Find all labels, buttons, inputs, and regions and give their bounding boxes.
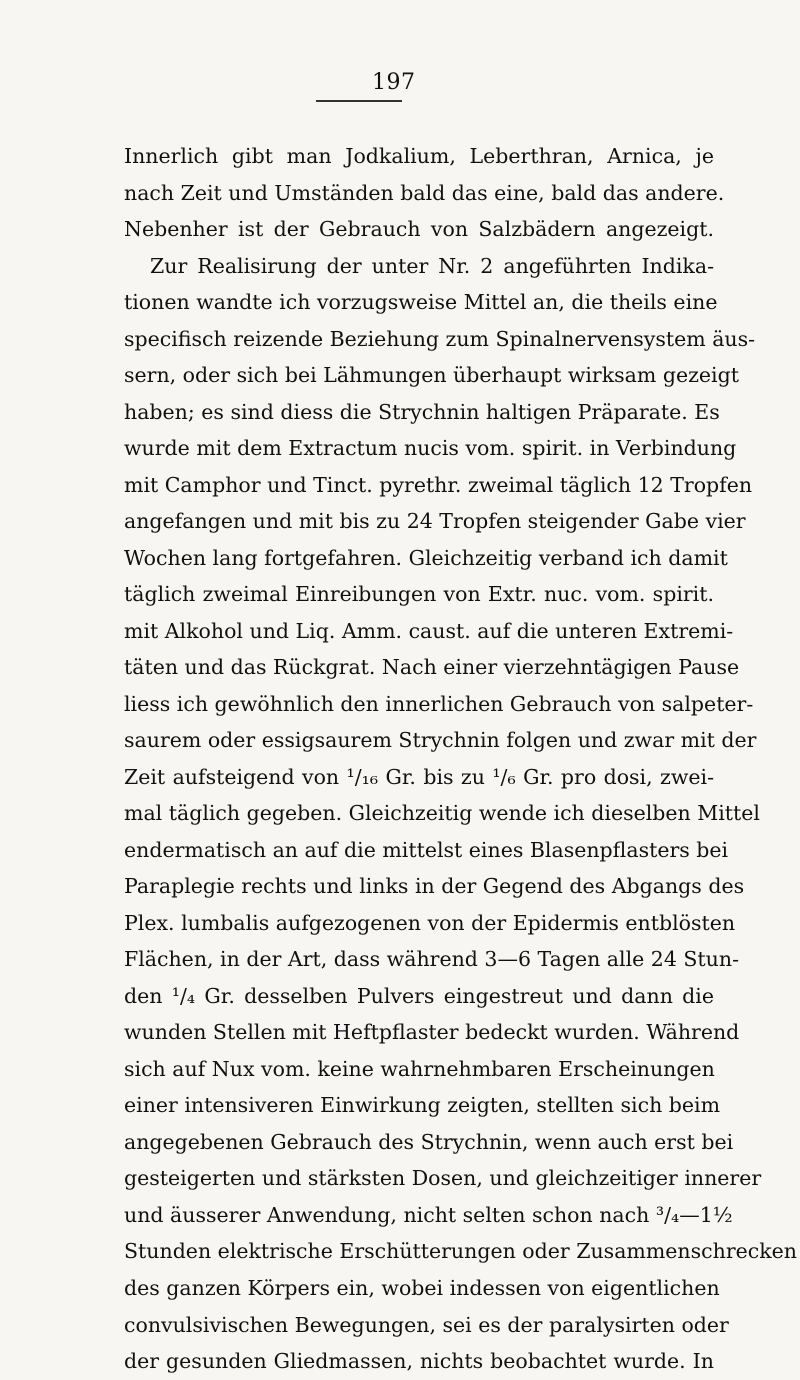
text-line: Paraplegie rechts und links in der Gegend des Abgangs des (124, 874, 745, 899)
text-line: einer intensiveren Einwirkung zeigten, stellten sich beim (124, 1093, 721, 1118)
text-line: mal täglich gegeben. Gleichzeitig wende ich dieselben Mittel (124, 801, 760, 826)
text-line: Zur Realisirung der unter Nr. 2 angeführten Indika- (150, 253, 714, 278)
body-text (124, 138, 797, 1380)
header-rule (316, 100, 402, 102)
text-line: Plex. lumbalis aufgezogenen von der Epidermis entblösten (124, 910, 736, 935)
text-line: Stunden elektrische Erschütterungen oder Zusammenschrecken (124, 1239, 797, 1264)
text-line: Innerlich gibt man Jodkalium, Leberthran, Arnica, je (124, 144, 714, 168)
text-line: angefangen und mit bis zu 24 Tropfen steigender Gabe vier (124, 509, 746, 534)
text-line: Nebenher ist der Gebrauch von Salzbädern angezeigt. (124, 217, 714, 242)
text-line: saurem oder essigsaurem Strychnin folgen und zwar mit der (124, 728, 757, 753)
text-line: der gesunden Gliedmassen, nichts beobachtet wurde. In (124, 1349, 714, 1374)
text-line: tionen wandte ich vorzugsweise Mittel an, die theils eine (124, 290, 718, 315)
text-line: convulsivischen Bewegungen, sei es der paralysirten oder (124, 1312, 729, 1337)
text-line: nach Zeit und Umständen bald das eine, bald das andere. (124, 180, 725, 205)
text-line: mit Camphor und Tinct. pyrethr. zweimal täglich 12 Tropfen (124, 472, 753, 497)
text-line: Wochen lang fortgefahren. Gleichzeitig verband ich damit (124, 545, 728, 570)
text-line: täten und das Rückgrat. Nach einer vierzehntägigen Pause (124, 655, 740, 680)
text-line: wunden Stellen mit Heftpflaster bedeckt wurden. Während (124, 1020, 740, 1045)
page-number: 197 (372, 70, 416, 95)
text-line: sich auf Nux vom. keine wahrnehmbaren Erscheinungen (124, 1056, 715, 1081)
text-line: specifisch reizende Beziehung zum Spinalnervensystem äus- (124, 326, 756, 351)
text-line: gesteigerten und stärksten Dosen, und gleichzeitiger innerer (124, 1166, 762, 1191)
text-line: mit Alkohol und Liq. Amm. caust. auf die unteren Extremi- (124, 618, 734, 643)
text-line: den ¹/₄ Gr. desselben Pulvers eingestreut und dann die (124, 983, 714, 1008)
text-line: und äusserer Anwendung, nicht selten schon nach ³/₄—1½ (124, 1202, 733, 1227)
text-line: Flächen, in der Art, dass während 3—6 Tagen alle 24 Stun- (124, 947, 739, 972)
text-line: endermatisch an auf die mittelst eines Blasenpflasters bei (124, 837, 729, 862)
text-line: haben; es sind diess die Strychnin haltigen Präparate. Es (124, 399, 720, 424)
text-line: Zeit aufsteigend von ¹/₁₆ Gr. bis zu ¹/₆ Gr. pro dosi, zwei- (124, 764, 714, 789)
text-line: wurde mit dem Extractum nucis vom. spirit. in Verbindung (124, 436, 737, 461)
text-line: sern, oder sich bei Lähmungen überhaupt wirksam gezeigt (124, 363, 739, 388)
text-line: angegebenen Gebrauch des Strychnin, wenn auch erst bei (124, 1129, 734, 1154)
text-line: täglich zweimal Einreibungen von Extr. nuc. vom. spirit. (124, 582, 714, 607)
text-line: liess ich gewöhnlich den innerlichen Gebrauch von salpeter- (124, 691, 754, 716)
text-line: des ganzen Körpers ein, wobei indessen von eigentlichen (124, 1275, 720, 1300)
